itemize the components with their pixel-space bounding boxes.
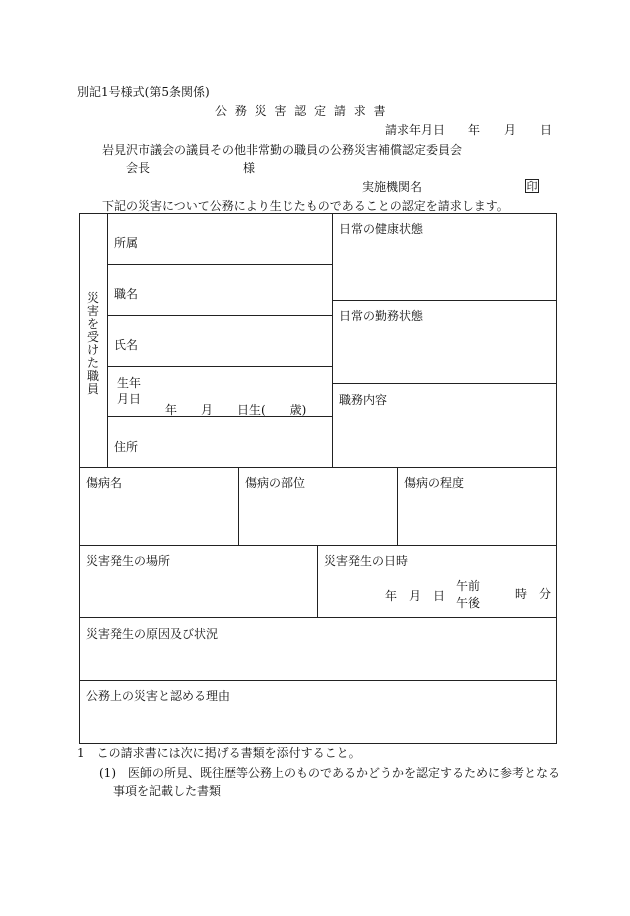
label-injury-degree: 傷病の程度 xyxy=(404,476,465,490)
row-divider xyxy=(332,383,557,384)
label-pm: 午後 xyxy=(456,596,481,610)
row-divider xyxy=(107,264,332,265)
seal-mark: 印 xyxy=(526,180,538,193)
label-am: 午前 xyxy=(456,579,481,593)
date-day: 日 xyxy=(540,123,553,137)
birth-fields: 年 月 日生( 歳) xyxy=(165,403,307,417)
honorific: 様 xyxy=(243,161,256,175)
form-table xyxy=(79,213,557,744)
label-accident-datetime: 災害発生の日時 xyxy=(324,554,409,568)
row-divider xyxy=(107,315,332,316)
row-divider xyxy=(79,680,557,681)
date-label: 請求年月日 xyxy=(385,123,446,137)
datetime-ymd: 年 月 日 xyxy=(385,589,446,603)
row-divider xyxy=(79,467,557,468)
chair-label: 会長 xyxy=(126,161,151,175)
date-month: 月 xyxy=(504,123,517,137)
row-divider xyxy=(79,545,557,546)
section-label-affected-employee: 災害を受けた職員 xyxy=(86,291,99,396)
label-reason: 公務上の災害と認める理由 xyxy=(86,689,231,703)
label-birth-1: 生年 xyxy=(117,376,142,390)
label-daily-health: 日常の健康状態 xyxy=(339,222,424,236)
addressee: 岩見沢市議会の議員その他非常勤の職員の公務災害補償認定委員会 xyxy=(102,143,463,157)
date-year: 年 xyxy=(468,123,481,137)
label-daily-work: 日常の勤務状態 xyxy=(339,309,424,323)
request-text: 下記の災害について公務により生じたものであることの認定を請求します。 xyxy=(102,199,509,213)
note-item-1-line-1: (1) 医師の所見、既往歴等公務上のものであるかどうかを認定するために参考となる xyxy=(99,766,561,780)
note-1: 1 この請求書には次に掲げる書類を添付すること。 xyxy=(77,746,361,760)
form-number: 別記1号様式(第5条関係) xyxy=(77,85,210,99)
column-divider xyxy=(397,467,398,545)
column-divider xyxy=(332,213,333,467)
column-divider xyxy=(238,467,239,545)
label-cause: 災害発生の原因及び状況 xyxy=(86,627,219,641)
institution-label: 実施機関名 xyxy=(362,180,423,194)
label-affiliation: 所属 xyxy=(114,236,139,250)
note-item-1-line-2: 事項を記載した書類 xyxy=(113,784,222,798)
label-injury-name: 傷病名 xyxy=(86,476,123,490)
label-position: 職名 xyxy=(114,287,139,301)
hour-minute: 時 分 xyxy=(515,587,552,601)
column-divider xyxy=(317,545,318,617)
row-divider xyxy=(332,300,557,301)
label-injury-site: 傷病の部位 xyxy=(245,476,306,490)
column-divider xyxy=(107,213,108,467)
label-birth-2: 月日 xyxy=(117,392,142,406)
page-title: 公 務 災 害 認 定 請 求 書 xyxy=(215,104,388,118)
row-divider xyxy=(79,617,557,618)
row-divider xyxy=(107,366,332,367)
label-duties: 職務内容 xyxy=(339,393,388,407)
label-address: 住所 xyxy=(114,440,139,454)
label-name: 氏名 xyxy=(114,338,139,352)
label-accident-place: 災害発生の場所 xyxy=(86,554,171,568)
